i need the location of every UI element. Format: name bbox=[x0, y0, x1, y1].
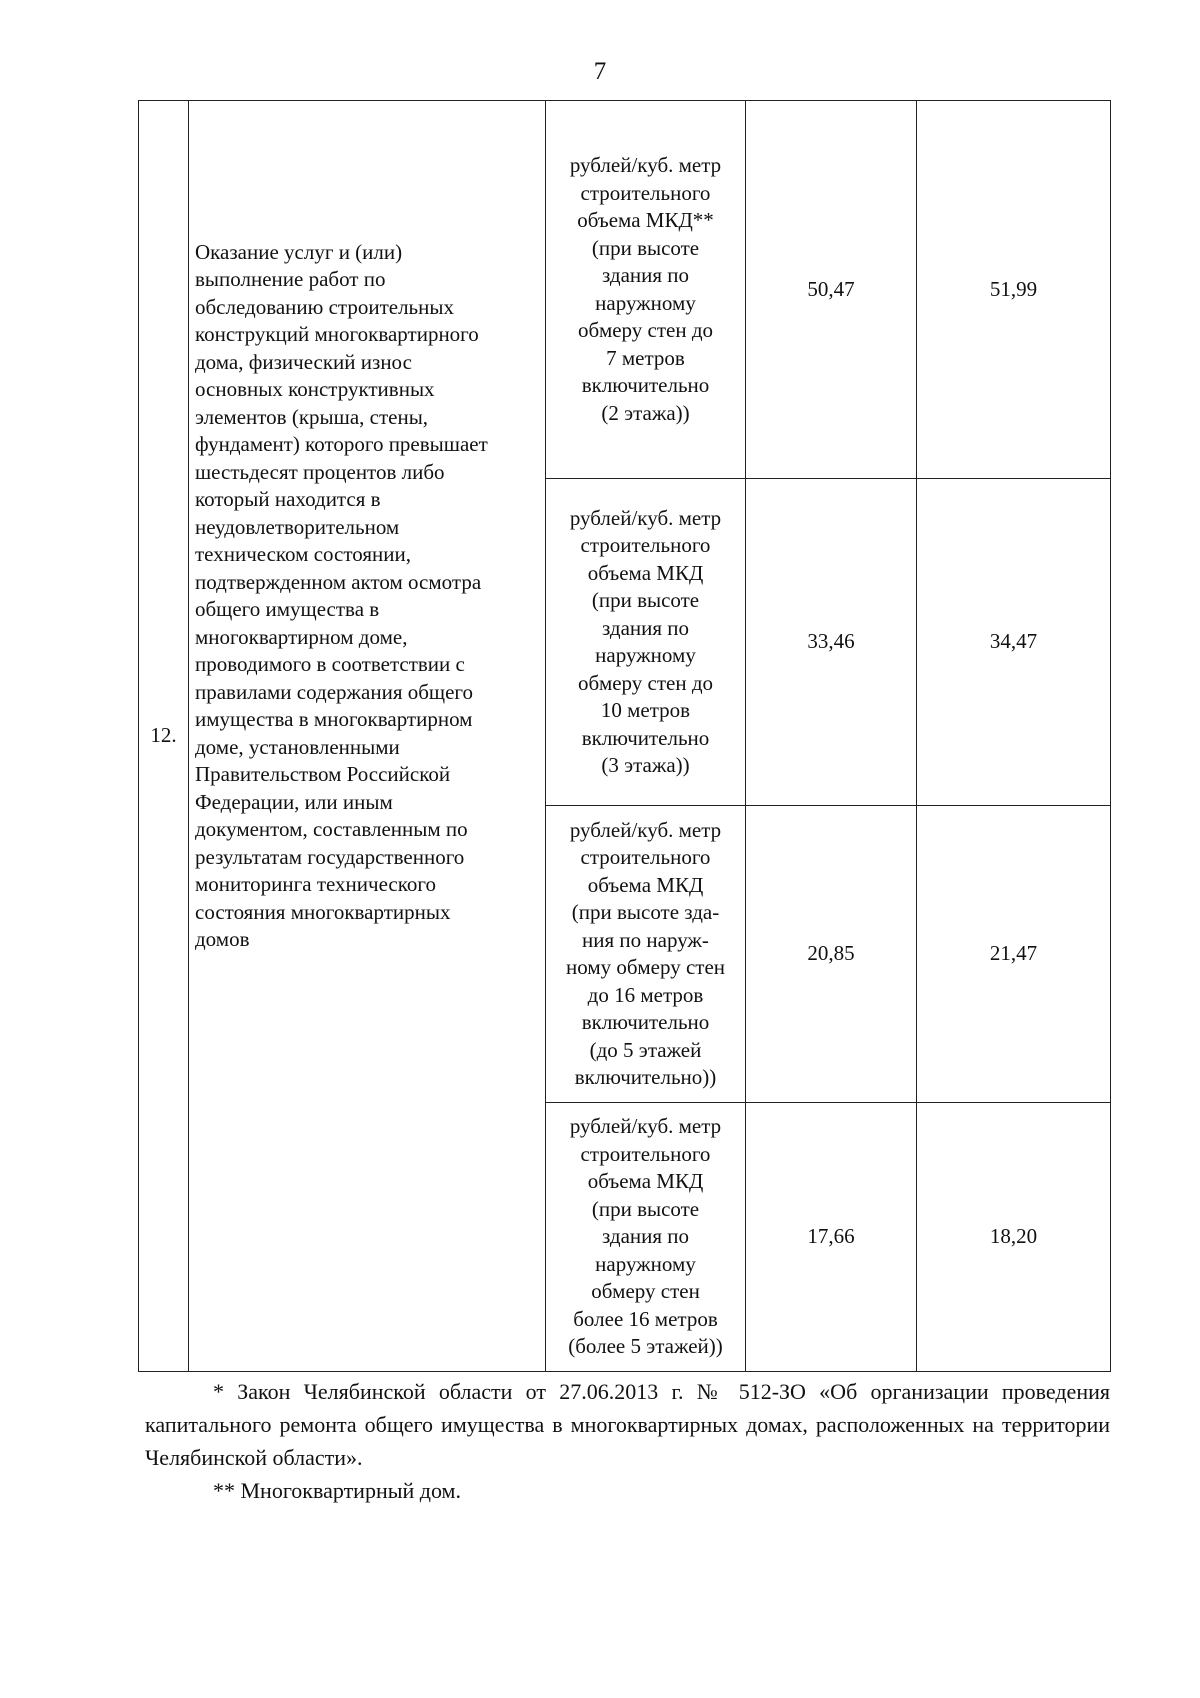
unit-text: рублей/куб. метр строительного объема МКД (при высоте здания по наружному обмеру стен до 10 метров включительно (3 этажа)) bbox=[569, 505, 722, 777]
value-cell bbox=[917, 1103, 1111, 1372]
row-number: 12. bbox=[150, 723, 177, 748]
footnote-mkd: ** Многоквартирный дом. bbox=[213, 1478, 461, 1503]
footnotes bbox=[145, 1375, 1110, 1507]
rates-table bbox=[138, 100, 1111, 1372]
value-cell bbox=[746, 101, 917, 479]
rate-value-2: 51,99 bbox=[989, 276, 1038, 301]
rate-value-1: 17,66 bbox=[807, 1224, 855, 1249]
value-cell bbox=[746, 806, 917, 1103]
value-cell bbox=[917, 101, 1111, 479]
value-cell bbox=[746, 479, 917, 806]
unit-text: рублей/куб. метр строительного объема МКД (при высоте зда- ния по наруж- ному обмеру стен до 16 метров включительно (до 5 этажей включительно)) bbox=[566, 817, 725, 1089]
page-number: 7 bbox=[593, 58, 607, 85]
unit-cell bbox=[546, 1103, 746, 1372]
unit-cell bbox=[546, 479, 746, 806]
unit-text: рублей/куб. метр строительного объема МКД (при высоте здания по наружному обмеру стен более 16 метров (более 5 этажей)) bbox=[568, 1114, 723, 1359]
unit-cell bbox=[546, 806, 746, 1103]
service-description-cell bbox=[189, 101, 546, 1372]
rate-value-1: 50,47 bbox=[807, 276, 855, 301]
value-cell bbox=[746, 1103, 917, 1372]
table-row bbox=[139, 101, 1111, 479]
service-description: Оказание услуг и (или) выполнение работ по обследованию строительных конструкций многоквартирного дома, физический износ основных конструктивных элементов (крыша, стены, фундамент) которого превышает шестьдесят процентов либо который находится в неудовлетворительном техническом состоянии, подтвержденном актом осмотра общего имущества в многоквартирном доме, проводимого в соответствии с правилами содержания общего имущества в многоквартирном доме, установленными Правительством Российской Федерации, или иным документом, составленным по результатам государственного мониторинга технического состояния многоквартирных домов bbox=[195, 239, 488, 951]
rate-value-2: 34,47 bbox=[989, 629, 1038, 654]
row-number-cell bbox=[139, 101, 189, 1372]
rate-value-2: 18,20 bbox=[989, 1224, 1038, 1249]
rate-value-2: 21,47 bbox=[989, 941, 1038, 966]
rate-value-1: 20,85 bbox=[807, 941, 855, 966]
unit-cell bbox=[546, 101, 746, 479]
value-cell bbox=[917, 806, 1111, 1103]
rate-value-1: 33,46 bbox=[807, 629, 855, 654]
unit-text: рублей/куб. метр строительного объема МКД** (при высоте здания по наружному обмеру стен до 7 метров включительно (2 этажа)) bbox=[569, 153, 722, 425]
footnote-law: * Закон Челябинской области от 27.06.2013 г. № 512-ЗО «Об организации проведения капитального ремонта общего имущества в многоквартирных домах, расположенных на территории Челябинской области». bbox=[145, 1379, 1110, 1470]
value-cell bbox=[917, 479, 1111, 806]
